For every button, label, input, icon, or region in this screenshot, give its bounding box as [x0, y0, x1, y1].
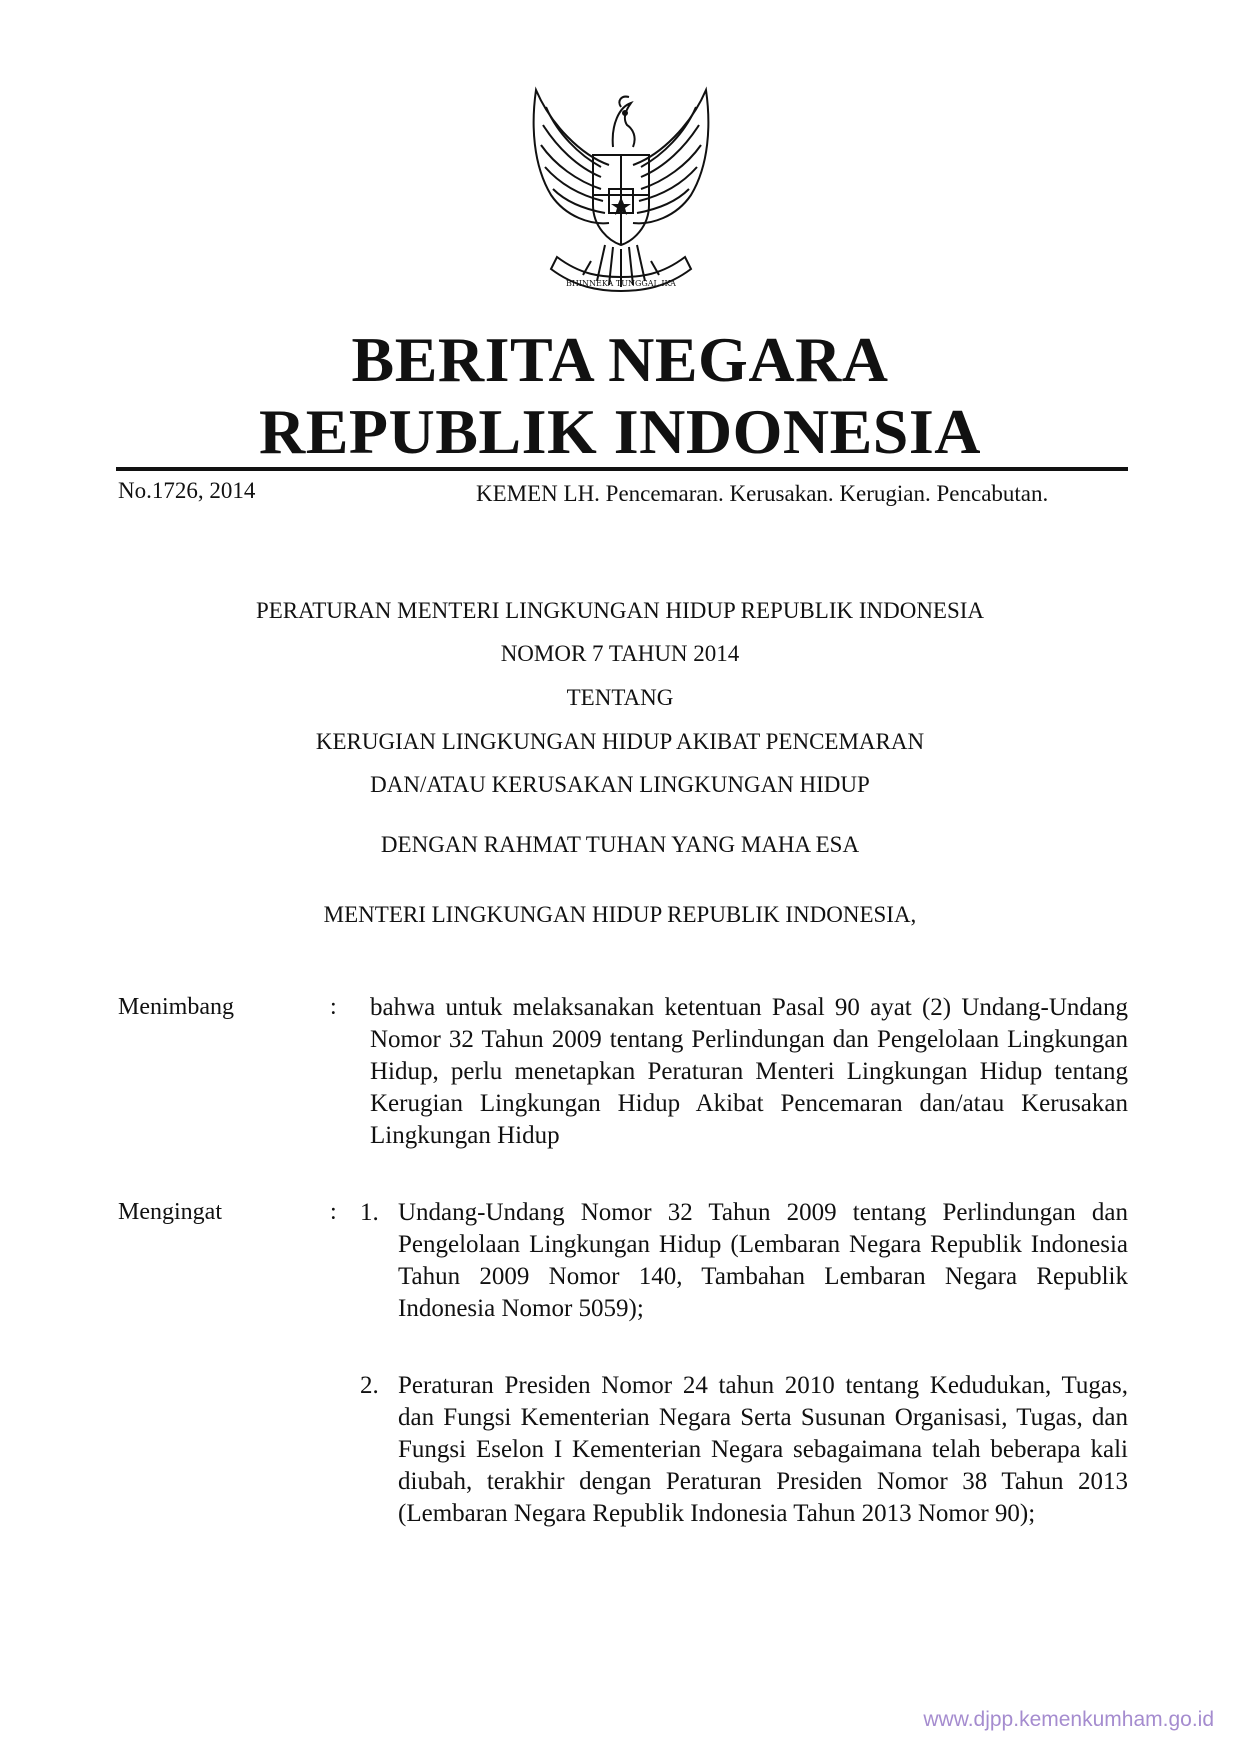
menimbang-text: bahwa untuk melaksanakan ketentuan Pasal 90 ayat (2) Undang-Undang Nomor 32 Tahun 2009 tentang Perlindungan dan Pengelolaan Lingkungan Hidup, perlu menetapkan Peraturan Menteri Lingkungan Hidup tentang Kerugian Lingkungan Hidup Akibat Pencemaran dan/atau Kerusakan Lingkungan Hidup [370, 994, 1128, 1149]
garuda-icon [520, 85, 722, 305]
menimbang-label: Menimbang [118, 994, 234, 1020]
regulation-number: NOMOR 7 TAHUN 2014 [500, 641, 740, 666]
list-item-text: Peraturan Presiden Nomor 24 tahun 2010 tentang Kedudukan, Tugas, dan Fungsi Kementerian Negara Serta Susunan Organisasi, Tugas, dan Fungsi Eselon I Kementerian Negara sebagaimana telah beberapa kali diubah, terakhir dengan Peraturan Presiden Nomor 38 Tahun 2013 (Lembaran Negara Republik Indonesia Tahun 2013 Nomor 90); [398, 1372, 1128, 1527]
gazette-number: No.1726, 2014 [118, 478, 256, 503]
masthead-subtitle: REPUBLIK INDONESIA [258, 396, 982, 467]
issuer: MENTERI LINGKUNGAN HIDUP REPUBLIK INDONESIA, [323, 902, 917, 927]
list-item-number: 1. [360, 1199, 379, 1226]
mengingat-colon: : [330, 1199, 337, 1225]
svg-text:BHINNEKA TUNGGAL IKA: BHINNEKA TUNGGAL IKA [566, 279, 676, 288]
masthead-divider [116, 467, 1128, 471]
regulation-title: PERATURAN MENTERI LINGKUNGAN HIDUP REPUBLIK INDONESIA [255, 598, 985, 623]
regulation-about: TENTANG [566, 685, 674, 710]
mengingat-label: Mengingat [118, 1199, 222, 1225]
list-item-text: Undang-Undang Nomor 32 Tahun 2009 tentang Perlindungan dan Pengelolaan Lingkungan Hidup (Lembaran Negara Republik Indonesia Tahun 2009 Nomor 140, Tambahan Lembaran Negara Republik Indonesia Nomor 5059); [398, 1199, 1128, 1322]
list-item-number: 2. [360, 1372, 379, 1399]
source-url-link[interactable]: www.djpp.kemenkumham.go.id [923, 1708, 1214, 1731]
regulation-subject-line1: KERUGIAN LINGKUNGAN HIDUP AKIBAT PENCEMARAN [315, 729, 925, 754]
invocation: DENGAN RAHMAT TUHAN YANG MAHA ESA [380, 832, 860, 857]
garuda-pancasila-emblem [520, 85, 722, 305]
regulation-subject-line2: DAN/ATAU KERUSAKAN LINGKUNGAN HIDUP [370, 772, 870, 797]
gazette-subject: KEMEN LH. Pencemaran. Kerusakan. Kerugian. Pencabutan. [476, 481, 1049, 506]
menimbang-colon: : [330, 994, 337, 1020]
masthead-title: BERITA NEGARA [351, 324, 889, 395]
